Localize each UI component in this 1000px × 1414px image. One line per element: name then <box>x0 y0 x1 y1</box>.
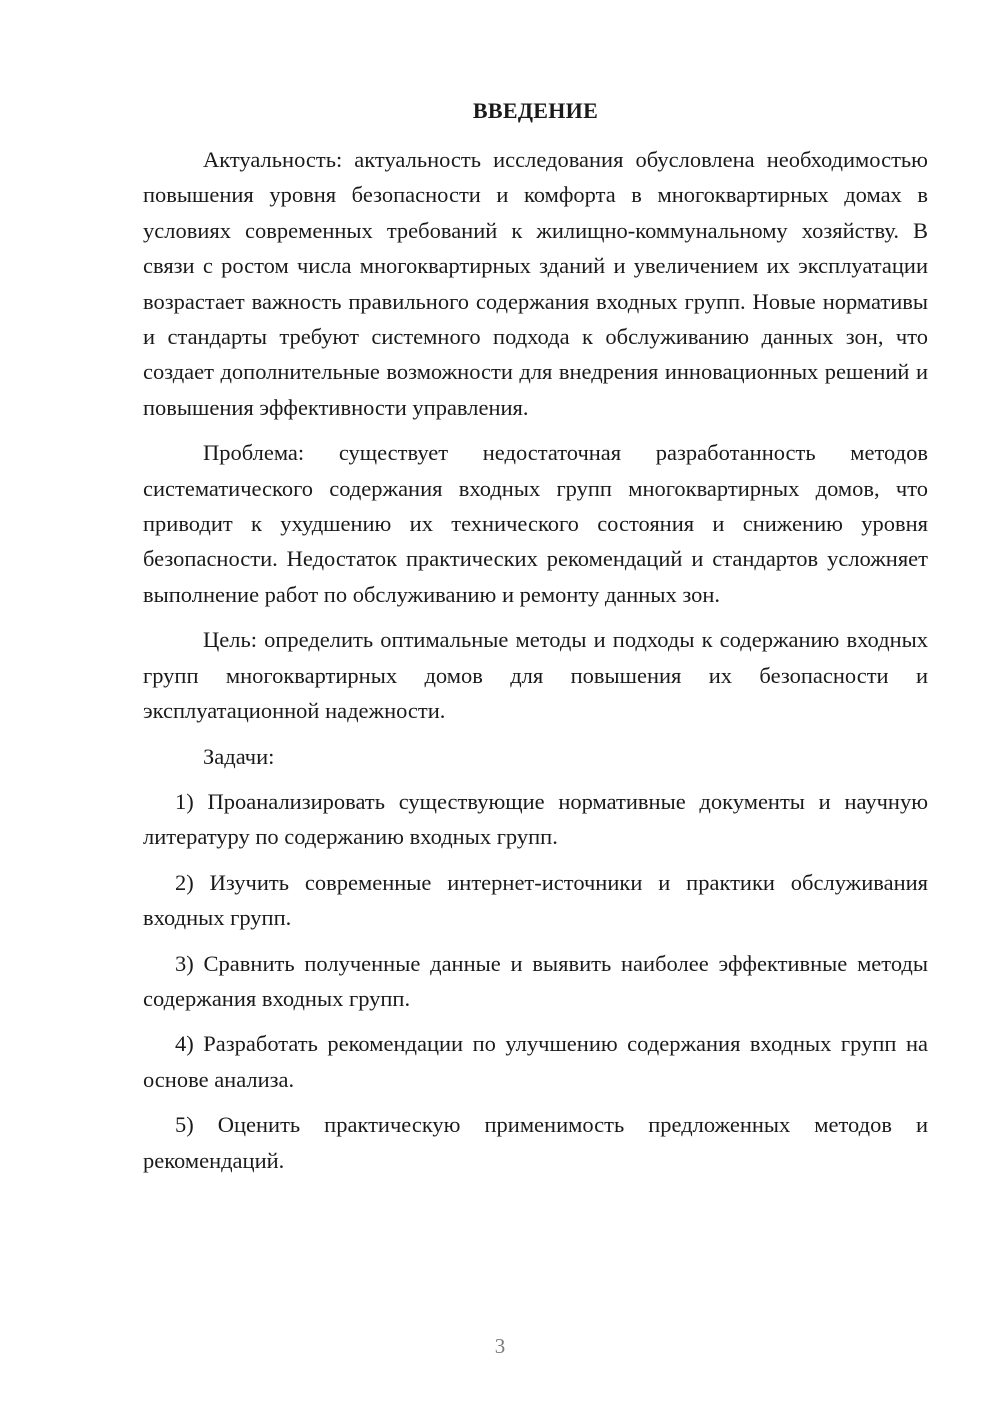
task-item-5: 5) Оценить практическую применимость предложенных методов и рекомендаций. <box>143 1112 928 1173</box>
tasks-heading: Задачи: <box>203 743 275 769</box>
page-number: 3 <box>494 1334 506 1358</box>
body-text <box>143 142 928 1178</box>
task-item-3: 3) Сравнить полученные данные и выявить наиболее эффективные методы содержания входных групп. <box>143 950 928 1011</box>
paragraph-goal: Цель: определить оптимальные методы и подходы к содержанию входных групп многоквартирных домов для повышения их безопасности и эксплуатационной надежности. <box>143 627 928 724</box>
task-item-4: 4) Разработать рекомендации по улучшению содержания входных групп на основе анализа. <box>143 1031 928 1092</box>
task-item-2: 2) Изучить современные интернет-источники и практики обслуживания входных групп. <box>143 869 928 931</box>
paragraph-relevance: Актуальность: актуальность исследования обусловлена необходимостью повышения уровня безопасности и комфорта в многоквартирных домах в условиях современных требований к жилищно-коммунальному хозяйству. В связи с ростом числа многоквартирных зданий и увеличением их эксплуатации возрастает важность правильного содержания входных групп. Новые нормативы и стандарты требуют системного подхода к обслуживанию данных зон, что создает дополнительные возможности для внедрения инновационных решений и повышения эффективности управления. <box>143 147 928 420</box>
task-item-1: 1) Проанализировать существующие нормативные документы и научную литературу по содержанию входных групп. <box>143 788 928 850</box>
paragraph-problem: Проблема: существует недостаточная разработанность методов систематического содержания входных групп многоквартирных домов, что приводит к ухудшению их технического состояния и снижению уровня безопасности. Недостаток практических рекомендаций и стандартов усложняет выполнение работ по обслуживанию и ремонту данных зон. <box>143 440 928 607</box>
page-title: ВВЕДЕНИЕ <box>472 98 599 123</box>
